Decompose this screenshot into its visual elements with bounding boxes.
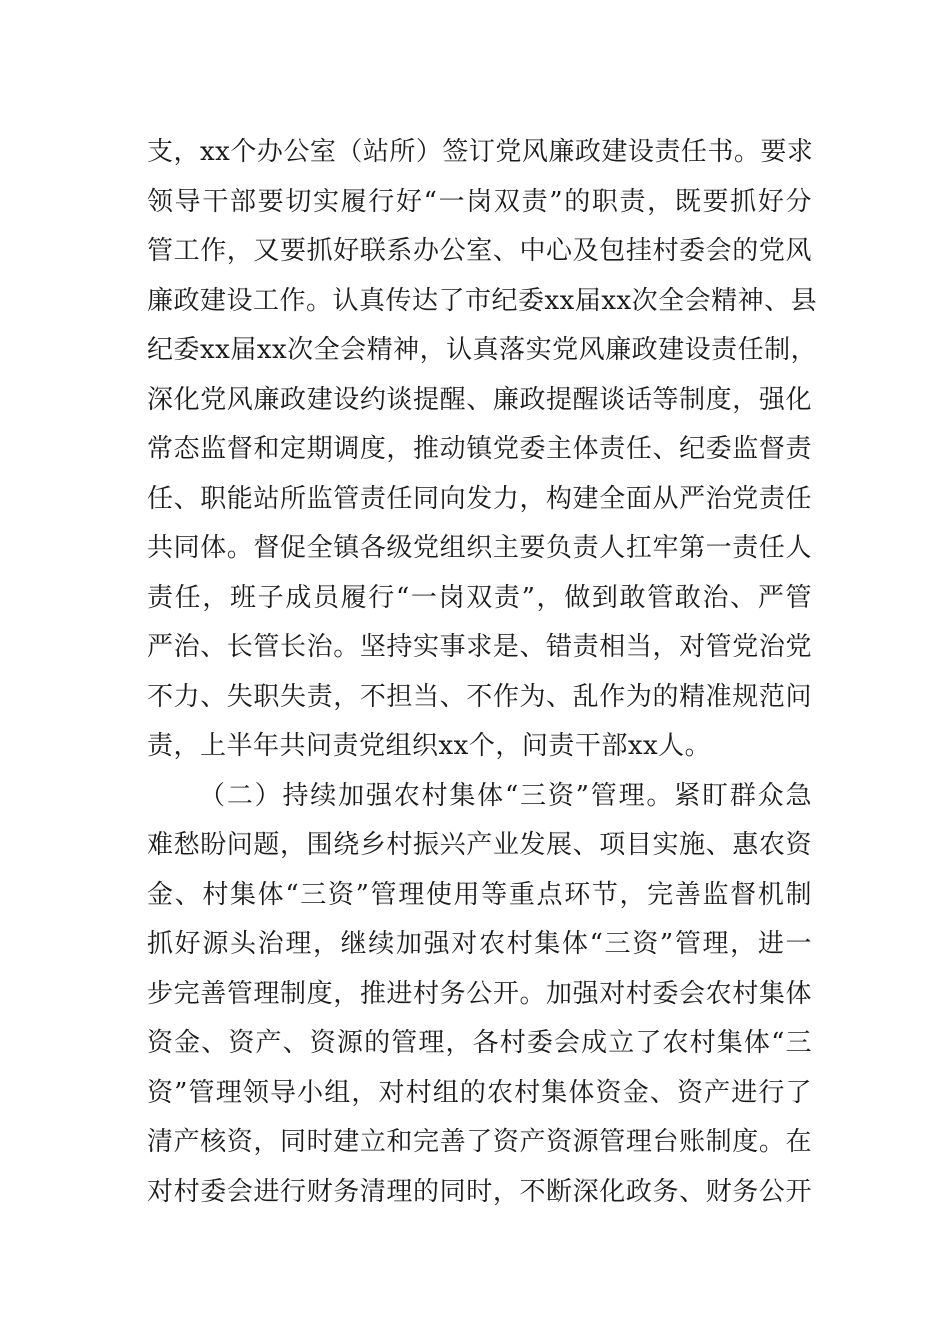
text-line: 领导干部要切实履行好“一岗双责”的职责，既要抓好分: [147, 186, 812, 217]
text-line: 深化党风廉政建设约谈提醒、廉政提醒谈话等制度，强化: [147, 384, 812, 415]
text-line: 资”管理领导小组，对村组的农村集体资金、资产进行了: [147, 1077, 812, 1108]
text-line: 清产核资，同时建立和完善了资产资源管理台账制度。在: [147, 1127, 812, 1157]
text-line: 常态监督和定期调度，推动镇党委主体责任、纪委监督责: [147, 434, 812, 464]
text-line: 任、职能站所监管责任同向发力，构建全面从严治党责任: [147, 483, 812, 514]
text-line: 不力、失职失责，不担当、不作为、乱作为的精准规范问: [147, 681, 812, 712]
text-line: 管工作，又要抓好联系办公室、中心及包挂村委会的党风: [147, 236, 812, 266]
text-line: 对村委会进行财务清理的同时，不断深化政务、财务公开: [147, 1176, 812, 1207]
text-line: 支，xx个办公室（站所）签订党风廉政建设责任书。要求: [147, 137, 814, 167]
text-line: 资金、资产、资源的管理，各村委会成立了农村集体“三: [147, 1028, 812, 1058]
text-line: 难愁盼问题，围绕乡村振兴产业发展、项目实施、惠农资: [147, 830, 812, 860]
body-text: [147, 128, 818, 1217]
text-line: 抓好源头治理，继续加强对农村集体“三资”管理，进一: [147, 929, 812, 959]
text-line: 严治、长管长治。坚持实事求是、错责相当，对管党治党: [147, 632, 812, 662]
section-heading-line: （二）持续加强农村集体“三资”管理。紧盯群众急: [199, 780, 812, 811]
text-line: 责任，班子成员履行“一岗双责”，做到敢管敢治、严管: [147, 582, 812, 613]
text-line: 步完善管理制度，推进村务公开。加强对村委会农村集体: [147, 978, 812, 1009]
text-line: 廉政建设工作。认真传达了市纪委xx届xx次全会精神、县: [147, 285, 818, 316]
paragraph-end-line: 责，上半年共问责党组织xx个，问责干部xx人。: [147, 731, 712, 761]
text-line: 共同体。督促全镇各级党组织主要负责人扛牢第一责任人: [147, 533, 812, 563]
text-line: 纪委xx届xx次全会精神，认真落实党风廉政建设责任制，: [147, 335, 818, 365]
text-line: 金、村集体“三资”管理使用等重点环节，完善监督机制: [147, 879, 812, 910]
